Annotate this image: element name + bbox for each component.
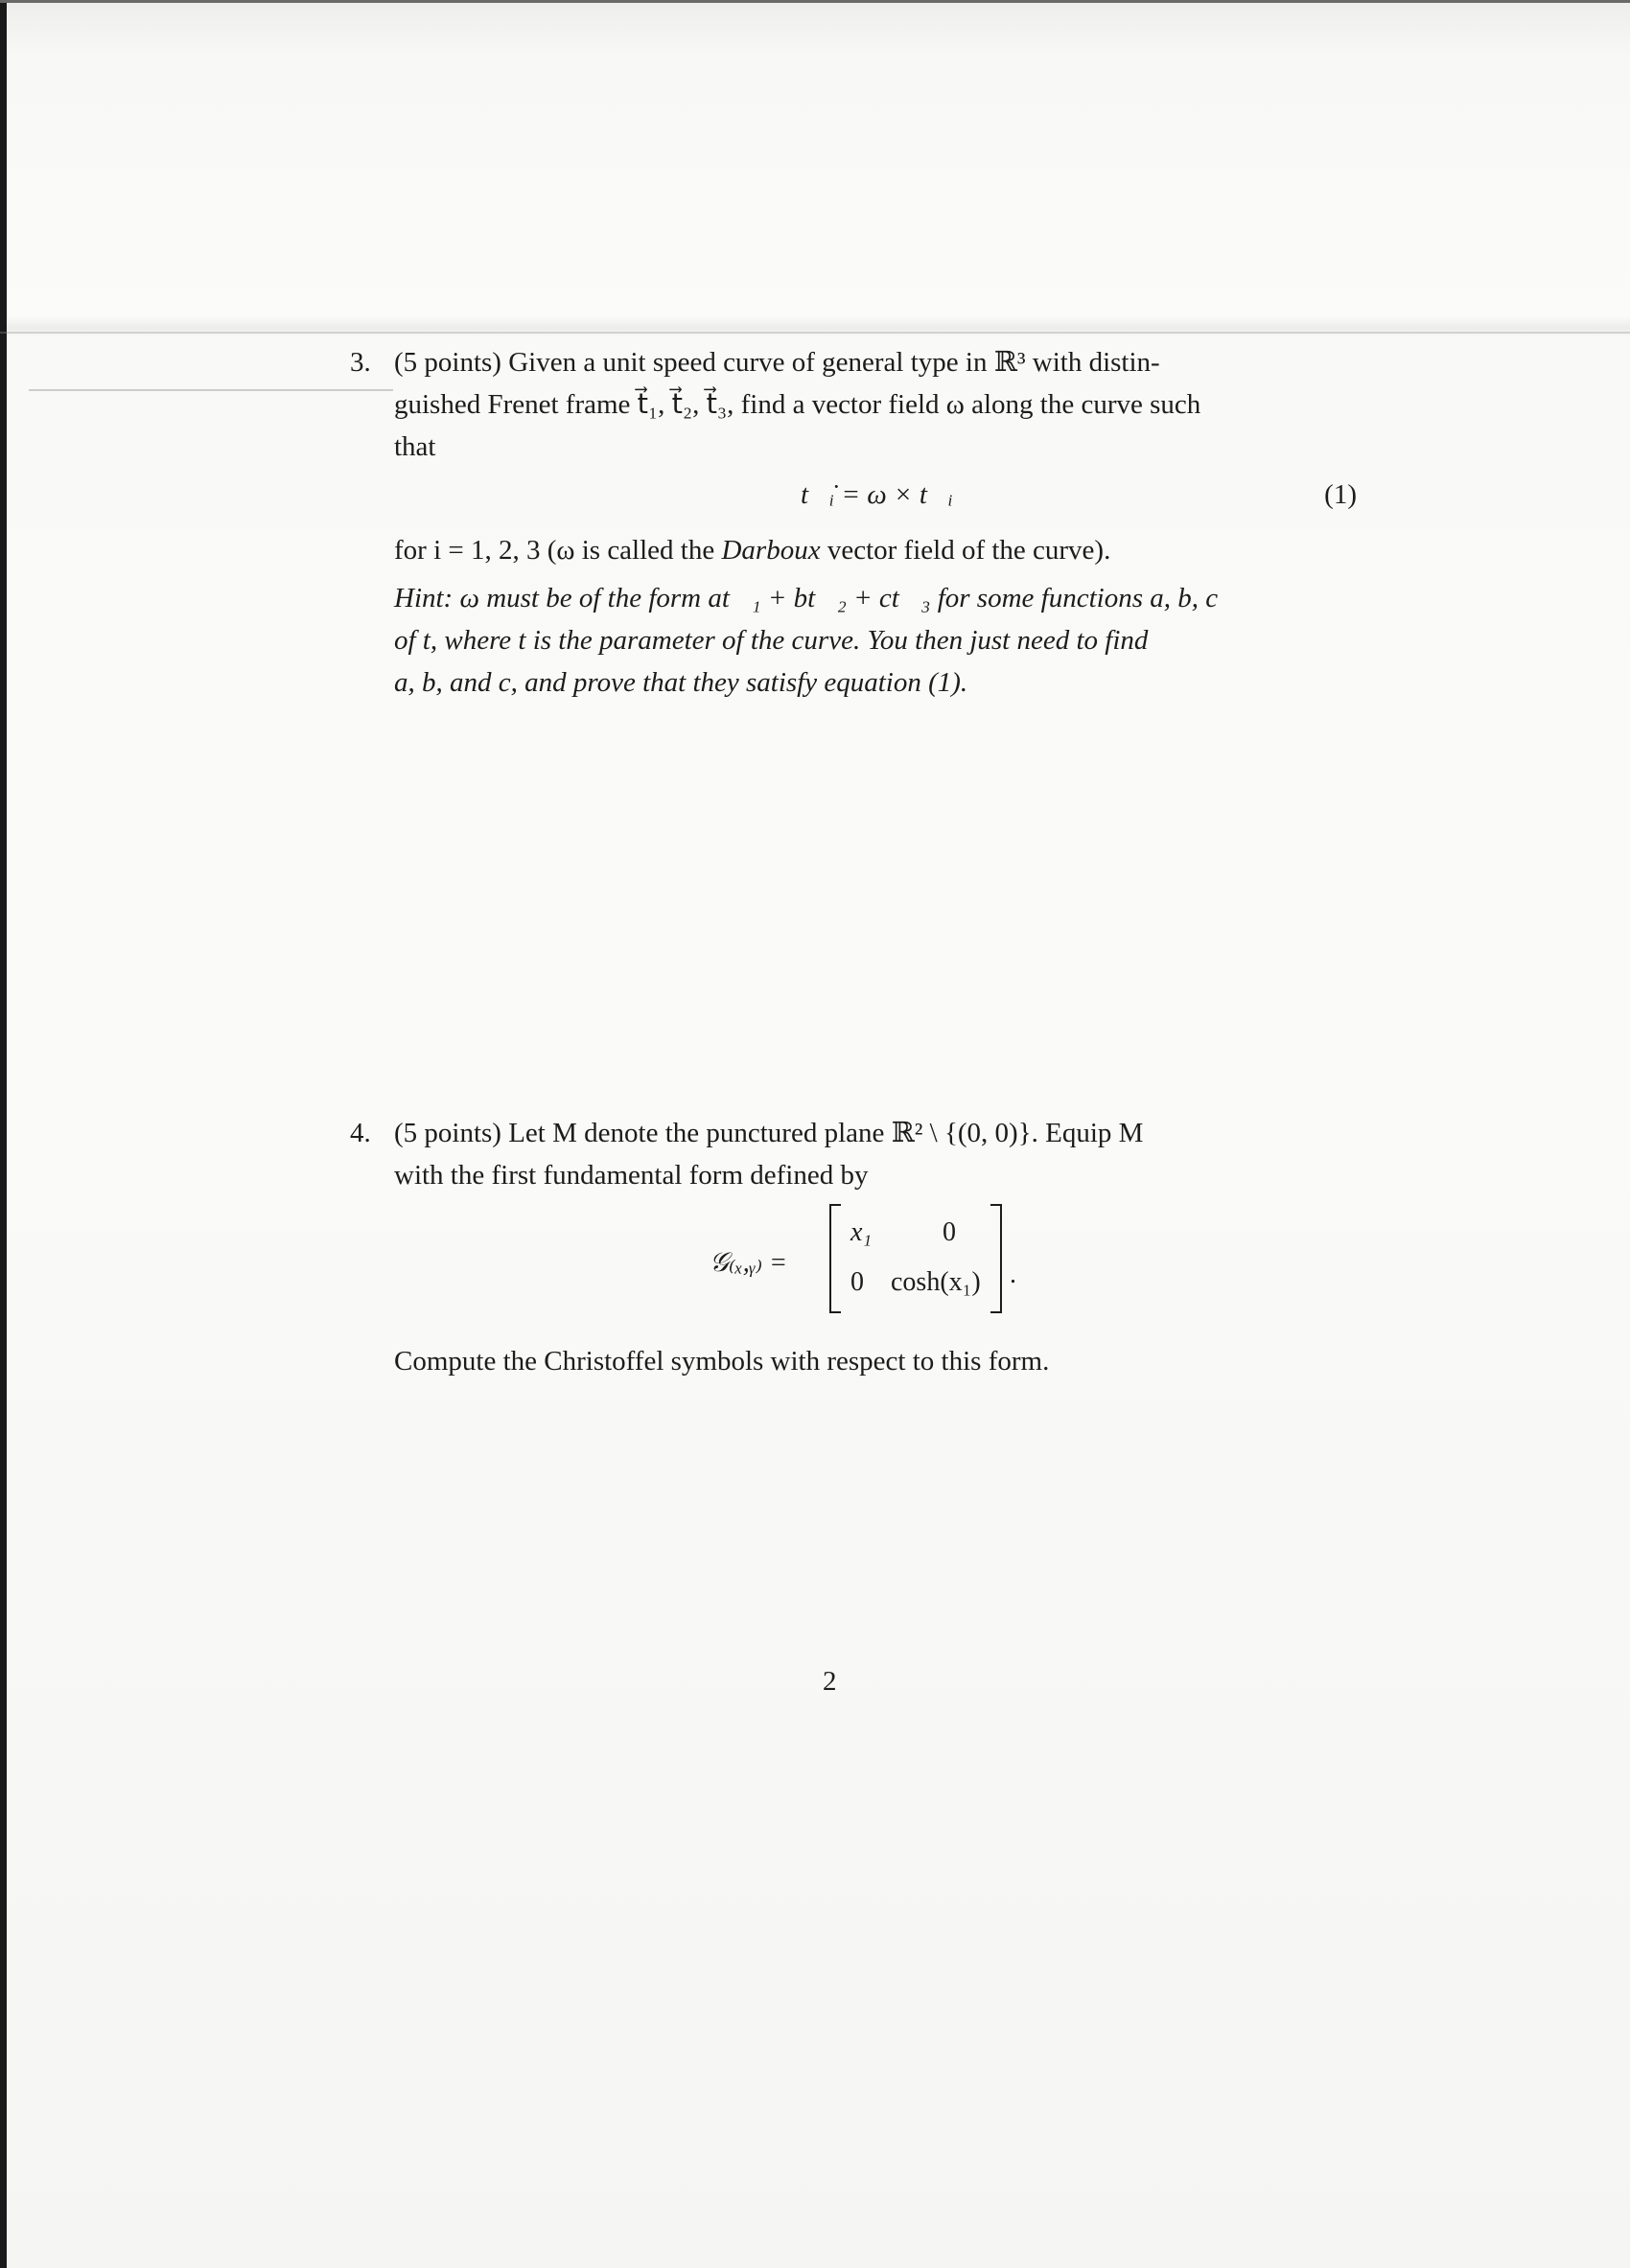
darboux-term: Darboux [721, 535, 821, 566]
matrix-cell-21: 0 [850, 1267, 864, 1297]
darboux-equation: t⃗̇ᵢ = ω × t⃗ᵢ [801, 479, 954, 510]
matrix-cell-22: cosh(x₁) [891, 1267, 981, 1297]
scan-top-edge [0, 0, 1630, 3]
scan-left-edge [0, 0, 7, 2268]
problem-3-after-equation [350, 529, 1357, 571]
problem-4 [350, 1112, 1357, 1382]
problem-4-closing-line: Compute the Christoffel symbols with respect to this form. [394, 1346, 1050, 1377]
problem-3 [350, 341, 1357, 704]
hint-line-2: of t, where t is the parameter of the curve. You then just need to find [394, 625, 1149, 656]
matrix-period: . [1010, 1260, 1016, 1289]
after-text-post: vector field of the curve). [820, 535, 1111, 566]
problem-3-statement [350, 341, 1357, 468]
problem-4-line-1: (5 points) Let M denote the punctured plane ℝ² \ {(0, 0)}. Equip M [394, 1118, 1144, 1148]
fundamental-form-matrix [829, 1204, 1002, 1311]
matrix-lhs: 𝒢₍ₓ,ᵧ₎ = [710, 1248, 787, 1278]
problem-3-hint [350, 577, 1357, 704]
hint-line-3: a, b, and c, and prove that they satisfy equation (1). [394, 667, 968, 698]
darboux-equation-row [350, 468, 1357, 525]
problem-4-closing [350, 1340, 1357, 1382]
problem-3-line-3: that [394, 431, 436, 462]
after-text-pre: for i = 1, 2, 3 (ω is called the [394, 535, 722, 566]
problem-3-line-1: (5 points) Given a unit speed curve of general type in ℝ³ with distin- [394, 347, 1160, 378]
matrix-cell-12: 0 [943, 1217, 956, 1247]
problem-4-number: 4. [350, 1118, 371, 1148]
equation-number: (1) [1324, 479, 1357, 510]
problem-3-line-2: guished Frenet frame t⃗₁, t⃗₂, t⃗₃, find a vector field ω along the curve such [394, 389, 1201, 420]
matrix-left-bracket [829, 1204, 841, 1313]
problem-4-statement [350, 1112, 1357, 1196]
paper-fold-line [0, 332, 1630, 334]
hint-line-1: Hint: ω must be of the form at⃗₁ + bt⃗₂ + ct⃗₃ for some functions a, b, c [394, 583, 1219, 613]
page-number: 2 [823, 1666, 837, 1697]
problem-3-number: 3. [350, 347, 371, 378]
problem-4-line-2: with the first fundamental form defined by [394, 1160, 869, 1191]
paper-fold-mark [29, 389, 393, 391]
fundamental-form-row [350, 1196, 1357, 1331]
matrix-cell-11: x₁ [850, 1217, 873, 1247]
matrix-right-bracket [990, 1204, 1002, 1313]
